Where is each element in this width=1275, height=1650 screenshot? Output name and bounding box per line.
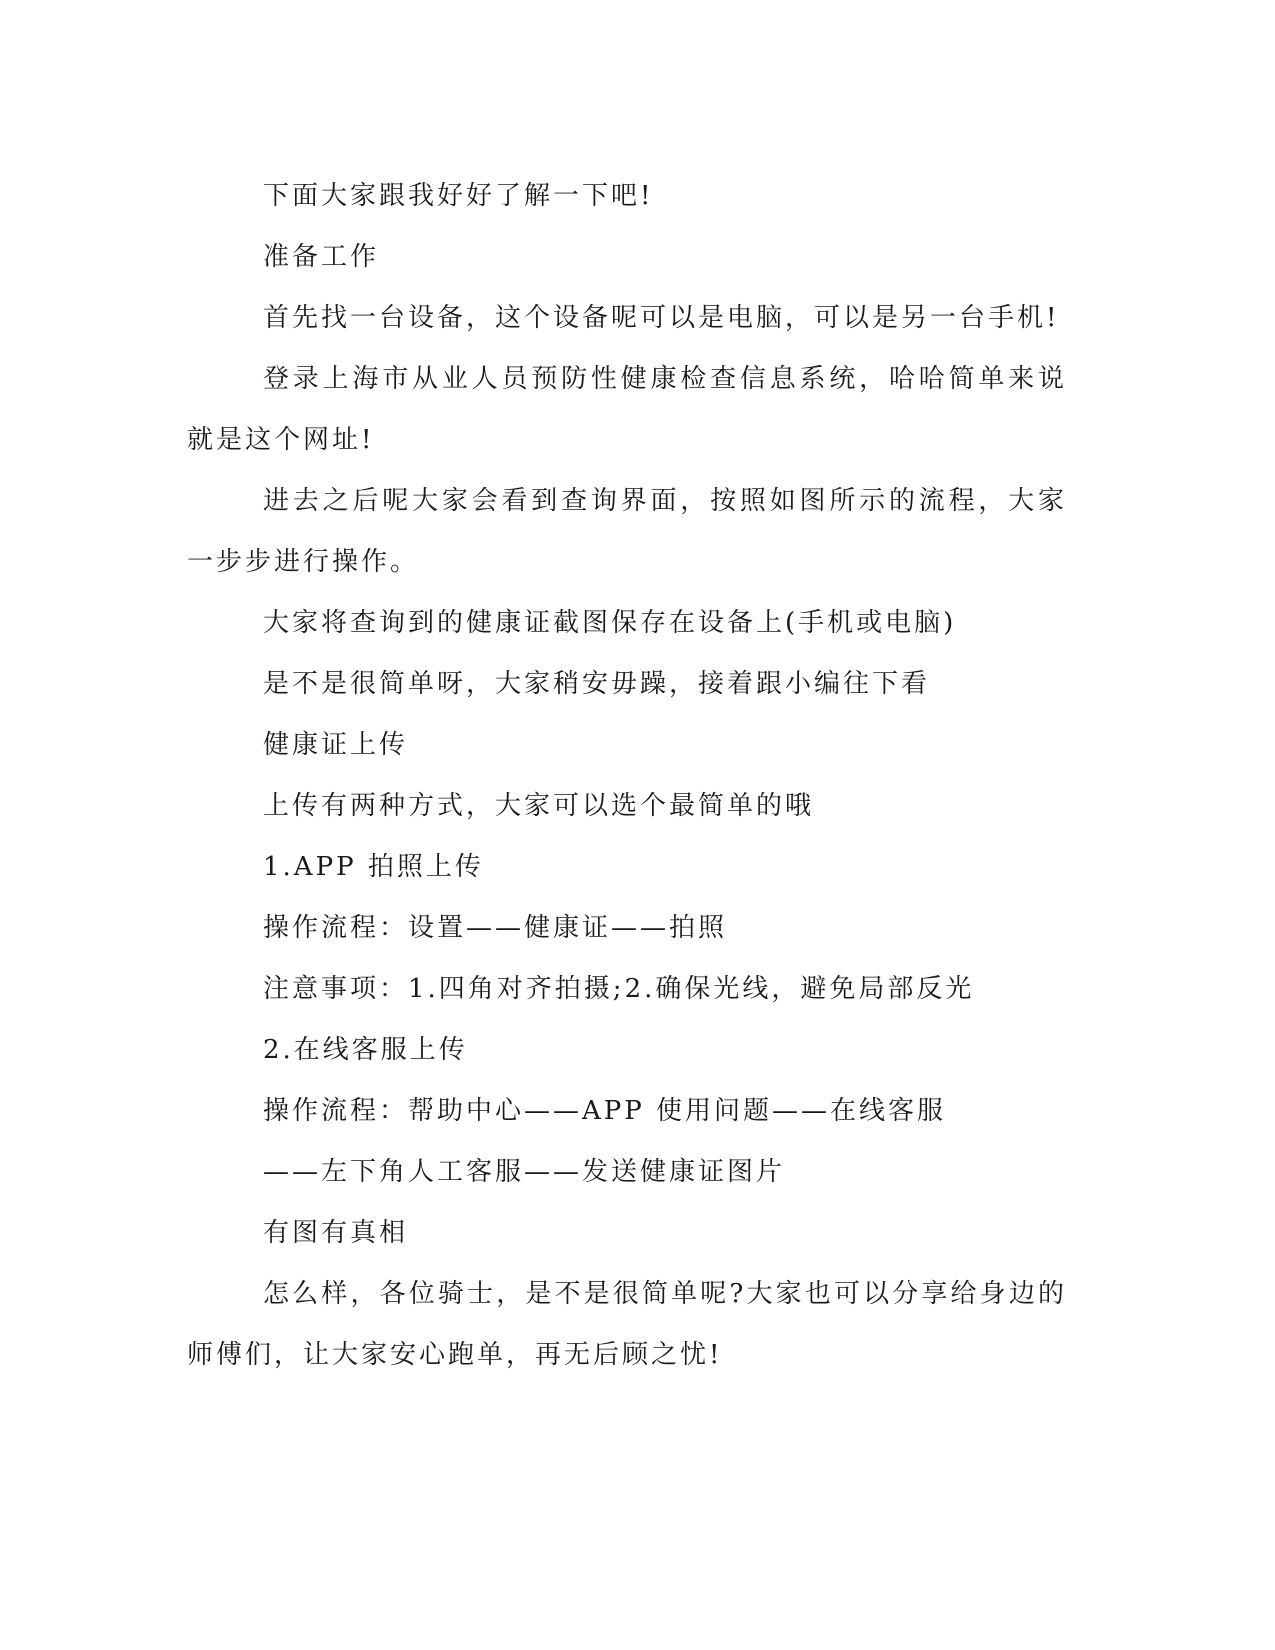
heading-proof: 有图有真相	[263, 1218, 409, 1248]
paragraph-login-system: 登录上海市从业人员预防性健康检查信息系统，哈哈简单来说就是这个网址!	[187, 364, 1067, 455]
paragraph-service-flow-cont: ——左下角人工客服——发送健康证图片	[263, 1157, 786, 1187]
heading-upload: 健康证上传	[263, 730, 409, 760]
document-body	[187, 166, 1067, 1386]
paragraph-simple: 是不是很简单呀，大家稍安毋躁，接着跟小编往下看	[263, 669, 931, 699]
paragraph-find-device: 首先找一台设备，这个设备呢可以是电脑，可以是另一台手机!	[263, 303, 1060, 333]
paragraph-save-screenshot: 大家将查询到的健康证截图保存在设备上(手机或电脑)	[263, 608, 957, 638]
list-item-online-service: 2.在线客服上传	[263, 1035, 468, 1065]
paragraph-intro: 下面大家跟我好好了解一下吧!	[263, 181, 654, 211]
paragraph-two-ways: 上传有两种方式，大家可以选个最简单的哦	[263, 791, 815, 821]
paragraph-app-flow: 操作流程：设置——健康证——拍照	[263, 913, 728, 943]
paragraph-service-flow: 操作流程：帮助中心——APP 使用问题——在线客服	[263, 1096, 947, 1126]
paragraph-notes: 注意事项：1.四角对齐拍摄;2.确保光线，避免局部反光	[263, 974, 975, 1004]
paragraph-conclusion: 怎么样，各位骑士，是不是很简单呢?大家也可以分享给身边的师傅们，让大家安心跑单，再无后顾之忧!	[187, 1279, 1067, 1370]
heading-preparation: 准备工作	[263, 242, 380, 272]
paragraph-query-steps: 进去之后呢大家会看到查询界面，按照如图所示的流程，大家一步步进行操作。	[187, 486, 1067, 577]
list-item-app-photo: 1.APP 拍照上传	[263, 852, 484, 882]
